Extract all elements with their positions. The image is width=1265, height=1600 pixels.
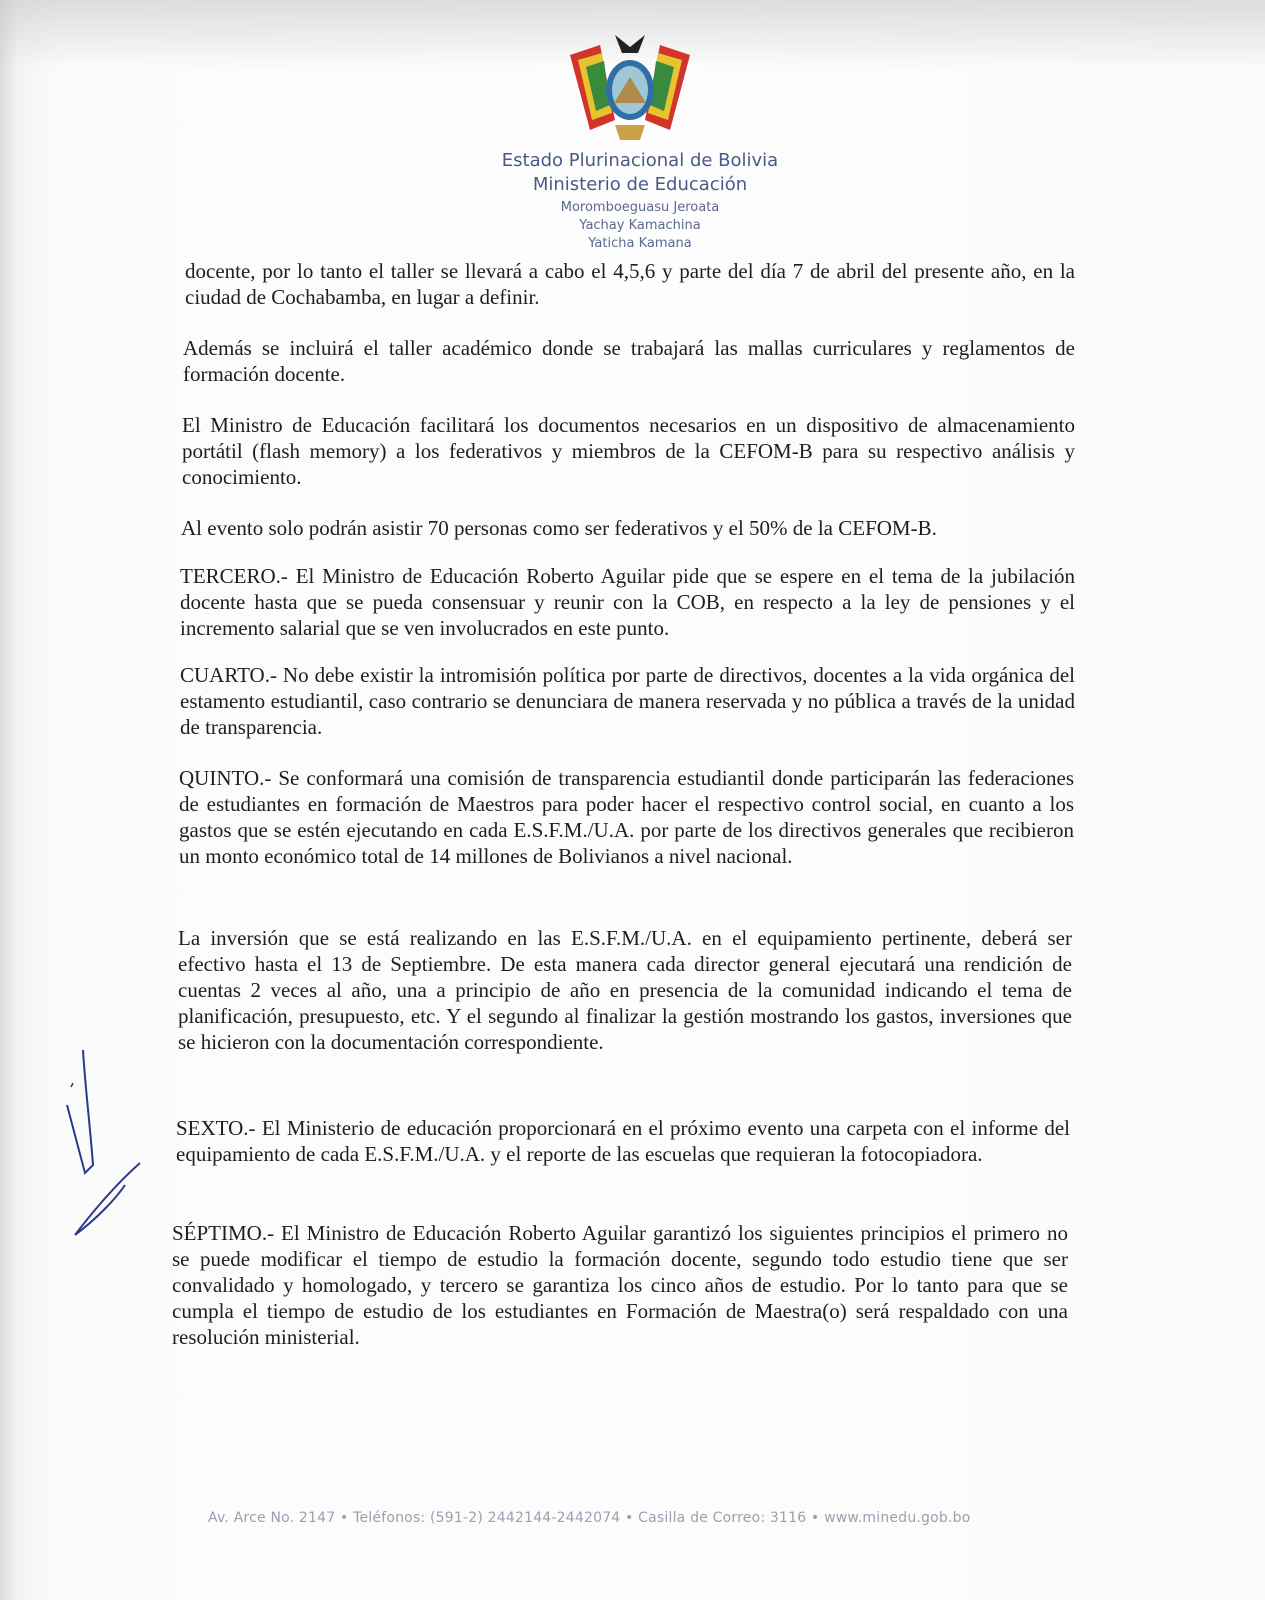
paragraph-workshop-dates: docente, por lo tanto el taller se llevará a cabo el 4,5,6 y parte del día 7 de abril del presente año, en la ciudad de Cochabamba, en lugar a definir.	[185, 259, 1075, 309]
header-ministry-name: Ministerio de Educación	[532, 174, 748, 195]
header-state-name: Estado Plurinacional de Bolivia	[501, 150, 779, 171]
paragraph-sexto: SEXTO.- El Ministerio de educación proporcionará en el próximo evento una carpeta con el informe del equipamiento de cada E.S.F.M./U.A. y el reporte de las escuelas que requieran la fotocopiadora.	[176, 1116, 1070, 1166]
paragraph-quinto: QUINTO.- Se conformará una comisión de transparencia estudiantil donde participarán las federaciones de estudiantes en formación de Maestros para poder hacer el respectivo control social, en cuanto a los gastos que se estén ejecutando en cada E.S.F.M./U.A. por parte de los directivos generales que recibieron un monto económico total de 14 millones de Bolivianos a nivel nacional.	[179, 766, 1074, 868]
header-guarani-motto: Moromboeguasu Jeroata	[560, 200, 720, 215]
paragraph-investment: La inversión que se está realizando en las E.S.F.M./U.A. en el equipamiento pertinente, deberá ser efectivo hasta el 13 de Septiembre. De esta manera cada director general ejecutará una rendición de cuentas 2 veces al año, una a principio de año en presencia de la comunidad indicando el tema de planificación, presupuesto, etc. Y el segundo al finalizar la gestión mostrando los gastos, inversiones que se hicieron con la documentación correspondiente.	[178, 926, 1072, 1054]
header-quechua-motto: Yachay Kamachina	[579, 218, 701, 233]
handwritten-initials-signature	[55, 1045, 155, 1245]
paragraph-academic-workshop: Además se incluirá el taller académico donde se trabajará las mallas curriculares y reglamentos de formación docente.	[183, 336, 1075, 386]
paragraph-tercero: TERCERO.- El Ministro de Educación Roberto Aguilar pide que se espere en el tema de la jubilación docente hasta que se pueda consensuar y reunir con la COB, en respecto a la ley de pensiones y el incremento salarial que se ven involucrados en este punto.	[180, 564, 1075, 640]
header-aymara-motto: Yaticha Kamana	[588, 236, 692, 251]
paragraph-septimo: SÉPTIMO.- El Ministro de Educación Roberto Aguilar garantizó los siguientes principios el primero no se puede modificar el tiempo de estudio la formación docente, segundo todo estudio tiene que ser convalidado y homologado, y tercero se garantiza los cinco años de estudio. Por lo tanto para que se cumpla el tiempo de estudio de los estudiantes en Formación de Maestra(o) será respaldado con una resolución ministerial.	[172, 1221, 1068, 1349]
footer-contact-info: Av. Arce No. 2147 • Teléfonos: (591-2) 2442144-2442074 • Casilla de Correo: 3116 • www.minedu.gob.bo	[208, 1510, 971, 1526]
paragraph-attendance: Al evento solo podrán asistir 70 personas como ser federativos y el 50% de la CEFOM-B.	[181, 516, 937, 540]
paragraph-cuarto: CUARTO.- No debe existir la intromisión política por parte de directivos, docentes a la vida orgánica del estamento estudiantil, caso contrario se denunciara de manera reservada y no pública a través de la unidad de transparencia.	[180, 663, 1075, 739]
bolivia-coat-of-arms-logo	[560, 25, 700, 145]
paragraph-flash-memory: El Ministro de Educación facilitará los documentos necesarios en un dispositivo de almacenamiento portátil (flash memory) a los federativos y miembros de la CEFOM-B para su respectivo análisis y conocimiento.	[182, 413, 1075, 489]
